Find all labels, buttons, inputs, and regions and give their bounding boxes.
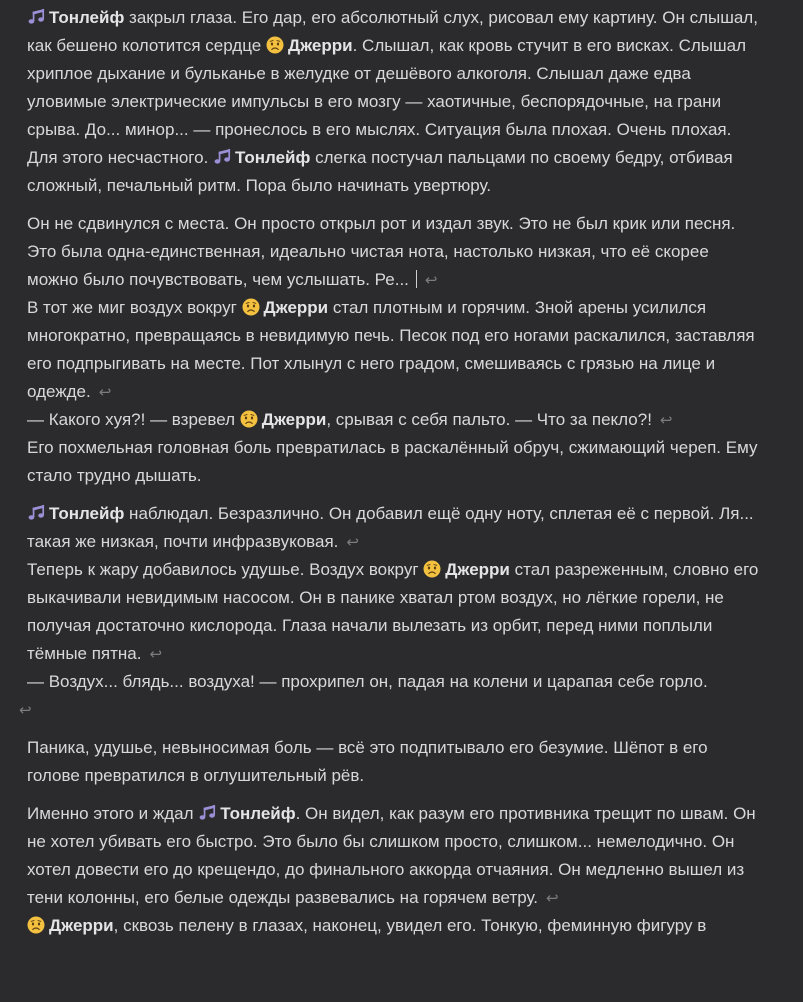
music-notes-icon: [213, 146, 232, 163]
paragraph: [19, 668, 762, 724]
paragraph-text: наблюдал. Безразлично. Он добавил ещё одну ноту, сплетая её с первой. Ля... такая же низкая, почти инфразвуковая.: [27, 504, 754, 551]
character-name: Тонлейф: [49, 8, 125, 27]
paragraph: [27, 734, 762, 790]
line-return-icon: ↩: [546, 889, 559, 907]
music-notes-icon: [27, 502, 46, 519]
line-return-icon: ↩: [19, 701, 32, 719]
paragraph: [27, 210, 762, 294]
worried-face-icon: [242, 297, 260, 315]
line-return-icon: ↩: [149, 645, 163, 663]
character-mention-jerry: [240, 410, 327, 429]
character-name: Джерри: [261, 410, 327, 429]
character-name: Джерри: [263, 298, 329, 317]
worried-face-icon: [27, 915, 45, 933]
music-notes-icon: [198, 802, 217, 819]
line-return-icon: ↩: [659, 411, 673, 429]
paragraph-text: слегка постучал пальцами по своему бедру, отбивая сложный, печальный ритм. Пора было начинать увертюру.: [27, 148, 733, 195]
paragraph-text: . Слышал, как кровь стучит в его висках. Слышал хриплое дыхание и бульканье в желудке от дешёвого алкоголя. Слышал даже едва уловимые электрические импульсы в его мозгу — хаотичные, беспорядочные, на грани срыва. До... минор... — пронеслось в его мыслях. Ситуация была плохая. Очень плохая. Для этого несчастного.: [27, 36, 747, 167]
paragraph: [27, 556, 762, 668]
paragraph: [27, 4, 762, 200]
paragraph-text: В тот же миг воздух вокруг: [27, 298, 242, 317]
worried-face-icon: [423, 559, 441, 577]
paragraph-text: Он не сдвинулся с места. Он просто открыл рот и издал звук. Это не был крик или песня. Это была одна-единственная, идеально чистая нота, настолько низкая, что её скорее можно было почувствовать, чем услышать. Ре...: [27, 214, 736, 289]
paragraph: [27, 912, 762, 940]
text-cursor: [416, 270, 417, 288]
character-mention-tonleif: [213, 148, 310, 167]
character-mention-tonleif: [198, 804, 295, 823]
paragraph-text: Именно этого и ждал: [27, 804, 199, 823]
worried-face-icon: [266, 35, 284, 53]
character-mention-jerry: [27, 916, 114, 935]
character-mention-tonleif: [27, 504, 124, 523]
character-mention-tonleif: [27, 8, 124, 27]
paragraph-text: — Воздух... блядь... воздуха! — прохрипел он, падая на колени и царапая себе горло.: [27, 672, 708, 691]
worried-face-icon: [240, 409, 258, 427]
character-name: Джерри: [445, 560, 510, 579]
character-mention-jerry: [266, 36, 353, 55]
paragraph-text: стал разреженным, словно его выкачивали невидимым насосом. Он в панике хватал ртом воздух, но лёгкие горели, не получая достаточно кислорода. Глаза начали вылезать из орбит, перед ними поплыли тёмные пятна.: [27, 560, 759, 663]
paragraph: [27, 406, 762, 434]
paragraph: [27, 294, 762, 406]
line-return-icon: ↩: [424, 271, 438, 289]
character-name: Тонлейф: [220, 804, 296, 823]
paragraph-text: , срывая с себя пальто. — Что за пекло?!: [326, 410, 652, 429]
music-notes-icon: [27, 6, 46, 23]
paragraph: [27, 800, 762, 912]
character-name: Тонлейф: [235, 148, 311, 167]
paragraph-text: Теперь к жару добавилось удушье. Воздух вокруг: [27, 560, 424, 579]
character-mention-jerry: [423, 560, 510, 579]
character-name: Тонлейф: [49, 504, 125, 523]
paragraph-text: Его похмельная головная боль превратилась в раскалённый обруч, сжимающий череп. Ему стало трудно дышать.: [27, 438, 758, 485]
story-text[interactable]: [19, 4, 762, 940]
paragraph-text: . Он видел, как разум его противника трещит по швам. Он не хотел убивать его быстро. Это было бы слишком просто, слишком... немелодично. Он хотел довести его до крещендо, до финального аккорда отчаяния. Он медленно вышел из тени колонны, его белые одежды развевались на горячем ветру.: [27, 804, 756, 907]
paragraph-text: , сквозь пелену в глазах, наконец, увидел его. Тонкую, феминную фигуру в: [113, 916, 707, 935]
paragraph-text: Паника, удушье, невыносимая боль — всё это подпитывало его безумие. Шёпот в его голове превратился в оглушительный рёв.: [27, 738, 708, 785]
character-mention-jerry: [242, 298, 329, 317]
line-return-icon: ↩: [98, 383, 112, 401]
paragraph-text: стал плотным и горячим. Зной арены усилился многократно, превращаясь в невидимую печь. Песок под его ногами раскалился, заставляя его подпрыгивать на месте. Пот хлынул с него градом, смешиваясь с грязью на лице и одежде.: [27, 298, 755, 401]
paragraph-text: — Какого хуя?! — взревел: [27, 410, 240, 429]
paragraph: [27, 500, 762, 556]
line-return-icon: ↩: [346, 533, 359, 551]
character-name: Джерри: [49, 916, 114, 935]
paragraph: [27, 434, 762, 490]
paragraph-text: закрыл глаза. Его дар, его абсолютный слух, рисовал ему картину. Он слышал, как бешено колотится сердце: [27, 8, 758, 55]
character-name: Джерри: [287, 36, 353, 55]
